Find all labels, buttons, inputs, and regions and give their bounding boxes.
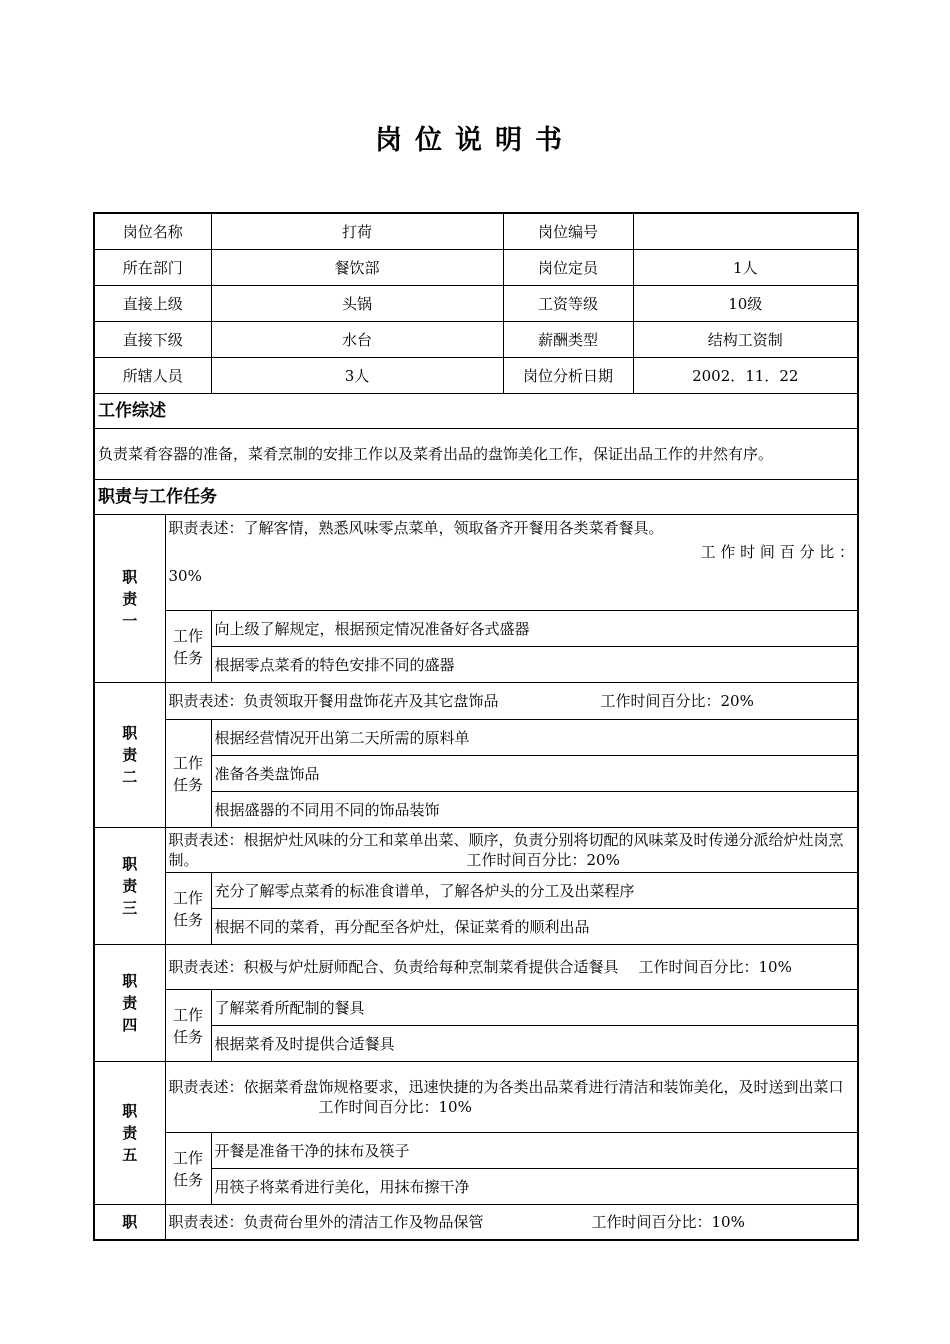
value-staff: 3人 — [211, 358, 503, 394]
label-position-name: 岗位名称 — [94, 213, 211, 250]
summary-text-row — [94, 429, 858, 480]
duty-3-task-2: 根据不同的菜肴，再分配至各炉灶，保证菜肴的顺利出品 — [211, 909, 858, 945]
duty-2-task-row — [94, 720, 858, 756]
duty-6-pct-label: 工作时间百分比：10% — [591, 1213, 745, 1231]
duty-4-pct-label: 工作时间百分比：10% — [638, 958, 792, 976]
duty-4-task-row — [94, 990, 858, 1026]
duty-1-task-label — [165, 611, 211, 683]
duty-1-label-char: 一 — [122, 611, 138, 630]
summary-heading: 工作综述 — [94, 394, 858, 429]
task-label-bottom: 任务 — [173, 648, 204, 667]
info-row-subordinate — [94, 322, 858, 358]
duty-5-task-label — [165, 1133, 211, 1205]
value-analysis-date: 2002．11．22 — [633, 358, 858, 394]
duty-1-label — [94, 515, 165, 683]
duty-1-task-2: 根据零点菜肴的特色安排不同的盛器 — [211, 647, 858, 683]
task-label-bottom: 任务 — [173, 1170, 204, 1189]
duty-4-task-1: 了解菜肴所配制的餐具 — [211, 990, 858, 1026]
duty-2-desc-cell — [165, 683, 858, 720]
duty-2-desc-row — [94, 683, 858, 720]
duty-5-label-char: 责 — [122, 1124, 138, 1142]
duty-1-pct: 30% — [168, 567, 202, 585]
duty-1-desc-cell — [165, 515, 858, 611]
info-row-department — [94, 250, 858, 286]
duty-4-task-2: 根据菜肴及时提供合适餐具 — [211, 1026, 858, 1062]
duty-2-label-char: 二 — [122, 768, 138, 786]
duty-4-desc-cell — [165, 945, 858, 990]
duty-3-label — [94, 828, 165, 945]
summary-text: 负责菜肴容器的准备，菜肴烹制的安排工作以及菜肴出品的盘饰美化工作，保证出品工作的井然有序。 — [94, 429, 858, 480]
job-description-table — [93, 212, 859, 1241]
info-row-supervisor — [94, 286, 858, 322]
duty-3-label-char: 职 — [122, 855, 138, 873]
value-subordinate: 水台 — [211, 322, 503, 358]
label-department: 所在部门 — [94, 250, 211, 286]
duty-3-desc-cell — [165, 828, 858, 873]
duty-3-desc-row — [94, 828, 858, 873]
duty-5-desc: 职责表述：依据菜肴盘饰规格要求，迅速快捷的为各类出品菜肴进行清洁和装饰美化，及时送到出菜口 — [168, 1078, 844, 1096]
duty-3-task-row — [94, 873, 858, 909]
duty-5-pct-label: 工作时间百分比：10% — [318, 1098, 472, 1116]
task-label-bottom: 任务 — [173, 910, 204, 929]
duty-5-desc-cell — [165, 1062, 858, 1133]
duty-1-task-row — [94, 611, 858, 647]
summary-heading-row — [94, 394, 858, 429]
label-subordinate: 直接下级 — [94, 322, 211, 358]
duty-3-label-char: 责 — [122, 877, 138, 895]
duty-1-label-char: 职 — [122, 567, 138, 586]
duty-2-label-char: 责 — [122, 746, 138, 764]
task-label-top: 工作 — [173, 1005, 204, 1024]
duty-4-desc: 职责表述：积极与炉灶厨师配合、负责给每种烹制菜肴提供合适餐具 — [168, 958, 619, 976]
value-pay-type: 结构工资制 — [633, 322, 858, 358]
label-supervisor: 直接上级 — [94, 286, 211, 322]
duty-2-task-1: 根据经营情况开出第二天所需的原料单 — [211, 720, 858, 756]
duty-5-task-row — [94, 1133, 858, 1169]
value-position-name: 打荷 — [211, 213, 503, 250]
duty-4-label-char: 职 — [122, 972, 138, 990]
label-staff: 所辖人员 — [94, 358, 211, 394]
duty-6-desc: 职责表述：负责荷台里外的清洁工作及物品保管 — [168, 1213, 484, 1231]
task-label-bottom: 任务 — [173, 1027, 204, 1046]
duty-2-label-char: 职 — [122, 724, 138, 742]
duty-2-task-3: 根据盛器的不同用不同的饰品装饰 — [211, 792, 858, 828]
page-title: 岗位说明书 — [375, 125, 575, 156]
duty-5-label-char: 五 — [122, 1146, 138, 1164]
duty-2-desc: 职责表述：负责领取开餐用盘饰花卉及其它盘饰品 — [168, 692, 499, 710]
value-position-code — [633, 213, 858, 250]
duty-3-task-1: 充分了解零点菜肴的标准食谱单，了解各炉头的分工及出菜程序 — [211, 873, 858, 909]
value-headcount: 1人 — [633, 250, 858, 286]
duty-4-task-label — [165, 990, 211, 1062]
duty-1-task-1: 向上级了解规定，根据预定情况准备好各式盛器 — [211, 611, 858, 647]
duty-6-label — [94, 1205, 165, 1241]
duty-1-desc-row — [94, 515, 858, 611]
duty-6-desc-row — [94, 1205, 858, 1241]
duty-6-label-char: 职 — [122, 1213, 138, 1231]
duty-4-label — [94, 945, 165, 1062]
label-analysis-date: 岗位分析日期 — [503, 358, 633, 394]
duty-3-label-char: 三 — [122, 899, 138, 917]
label-pay-type: 薪酬类型 — [503, 322, 633, 358]
duty-5-desc-row — [94, 1062, 858, 1133]
duty-5-label-char: 职 — [122, 1102, 138, 1120]
duty-1-label-char: 责 — [122, 589, 138, 608]
duty-4-label-char: 四 — [122, 1016, 138, 1034]
label-headcount: 岗位定员 — [503, 250, 633, 286]
duty-1-desc: 职责表述：了解客情，熟悉风味零点菜单，领取备齐开餐用各类菜肴餐具。 — [168, 519, 664, 537]
task-label-top: 工作 — [173, 626, 204, 645]
info-row-staff — [94, 358, 858, 394]
duties-heading-row — [94, 480, 858, 515]
task-label-top: 工作 — [173, 1148, 204, 1167]
duties-heading: 职责与工作任务 — [94, 480, 858, 515]
duty-4-label-char: 责 — [122, 994, 138, 1012]
duty-3-desc: 职责表述：根据炉灶风味的分工和菜单出菜、顺序，负责分别将切配的风味菜及时传递分派给炉灶岗烹制。 — [168, 831, 844, 869]
duty-5-label — [94, 1062, 165, 1205]
label-position-code: 岗位编号 — [503, 213, 633, 250]
info-row-position — [94, 213, 858, 250]
label-salary-grade: 工资等级 — [503, 286, 633, 322]
duty-4-desc-row — [94, 945, 858, 990]
task-label-top: 工作 — [173, 888, 204, 907]
value-department: 餐饮部 — [211, 250, 503, 286]
duty-1-pct-label: 工 作 时 间 百 分 比 ： — [700, 543, 855, 561]
duty-3-task-label — [165, 873, 211, 945]
value-supervisor: 头锅 — [211, 286, 503, 322]
duty-6-desc-cell — [165, 1205, 858, 1241]
value-salary-grade: 10级 — [633, 286, 858, 322]
duty-2-pct-label: 工作时间百分比：20% — [600, 692, 754, 710]
duty-5-task-2: 用筷子将菜肴进行美化，用抹布擦干净 — [211, 1169, 858, 1205]
duty-3-pct-label: 工作时间百分比：20% — [466, 851, 620, 869]
task-label-top: 工作 — [173, 753, 204, 772]
duty-2-task-label — [165, 720, 211, 828]
duty-5-task-1: 开餐是准备干净的抹布及筷子 — [211, 1133, 858, 1169]
duty-2-task-2: 准备各类盘饰品 — [211, 756, 858, 792]
task-label-bottom: 任务 — [173, 775, 204, 794]
duty-2-label — [94, 683, 165, 828]
